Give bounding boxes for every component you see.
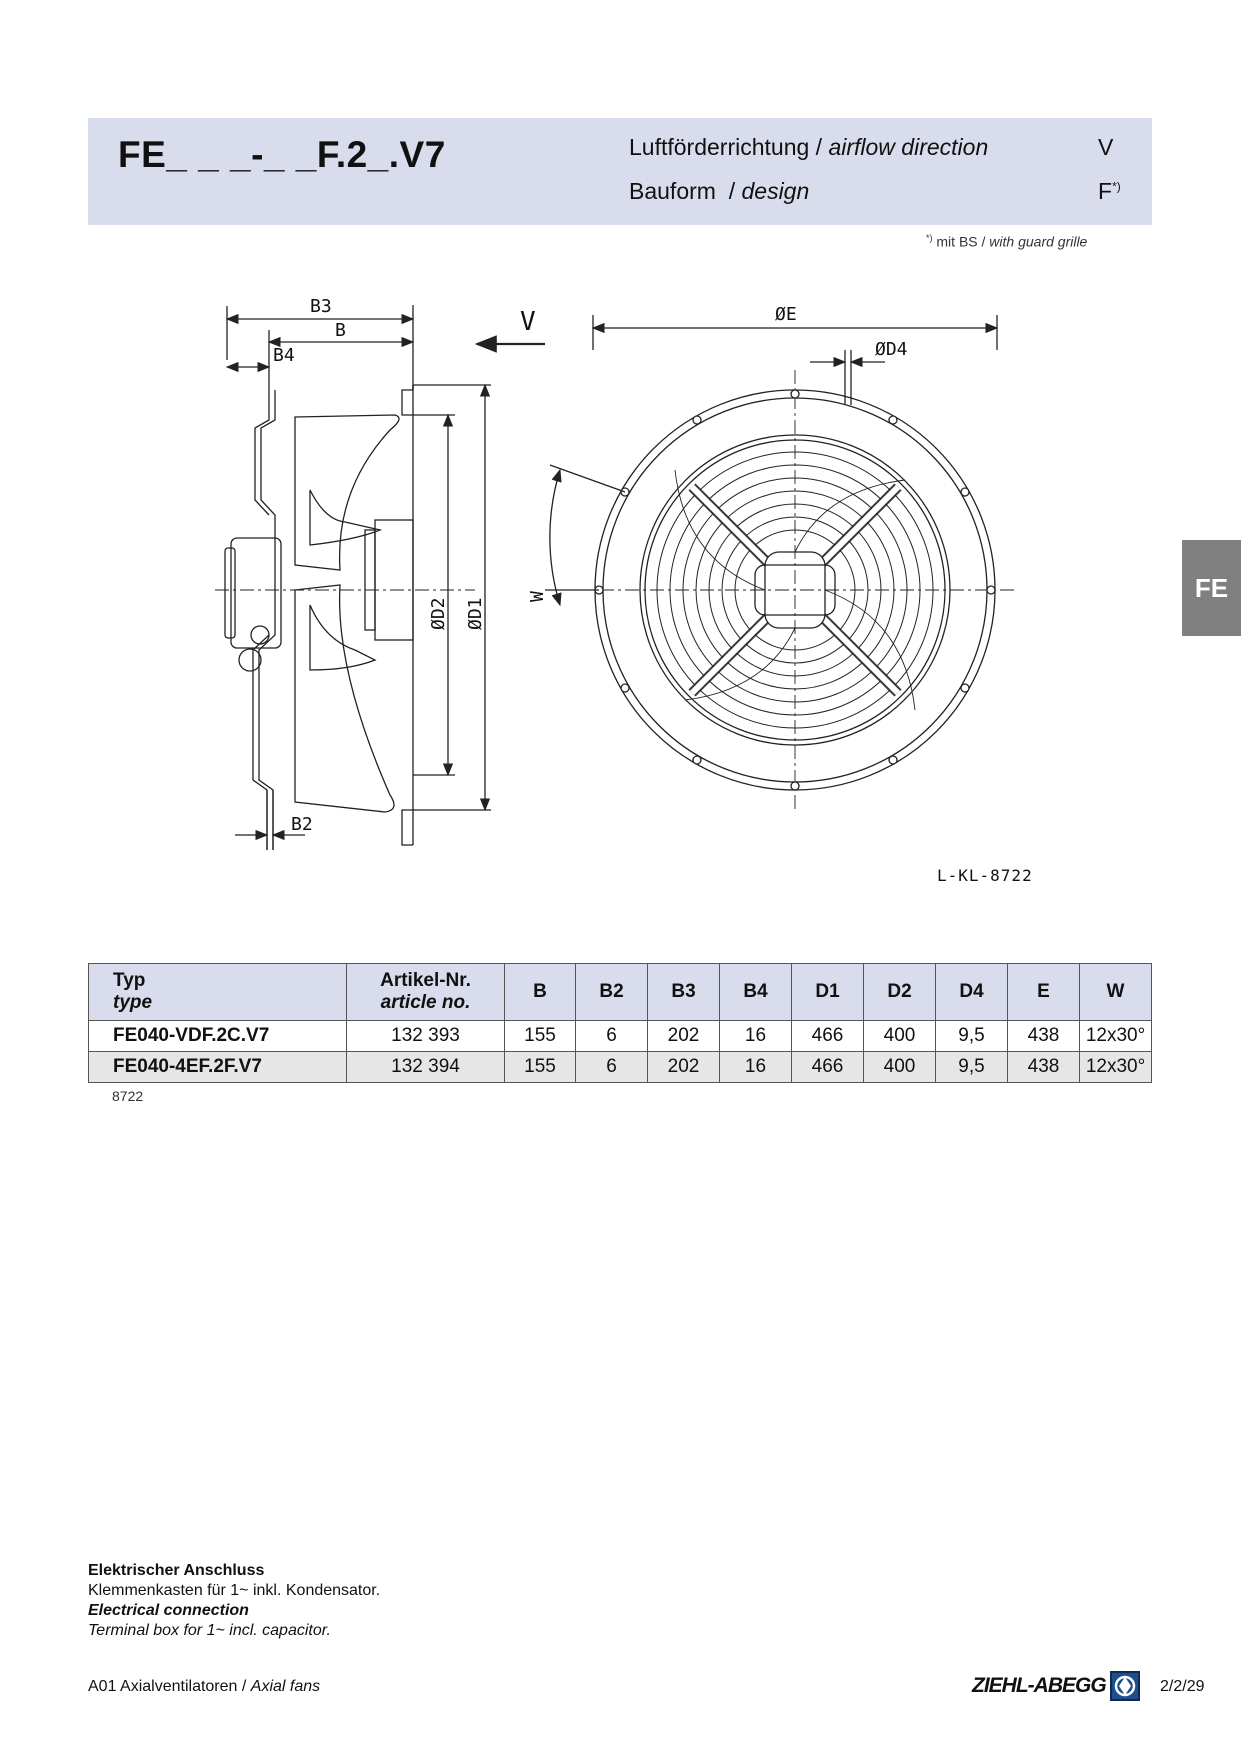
design-value [1098, 178, 1121, 205]
brand-logo [972, 1671, 1140, 1701]
table-header-row [89, 964, 1152, 1021]
cell-article: 132 393 [347, 1021, 505, 1052]
col-header-b: B [505, 964, 576, 1021]
electrical-connection-note [88, 1561, 380, 1641]
col-header-b3: B3 [648, 964, 720, 1021]
cell-w: 12x30° [1080, 1021, 1152, 1052]
footer-label-de: A01 Axialventilatoren / [88, 1678, 251, 1695]
cell-b2: 6 [576, 1052, 648, 1083]
col-header-b4: B4 [720, 964, 792, 1021]
cell-w: 12x30° [1080, 1052, 1152, 1083]
col-header-e: E [1008, 964, 1080, 1021]
label-d4: ØD4 [875, 339, 908, 360]
footnote-text-en: with guard grille [989, 233, 1088, 250]
cell-d2: 400 [864, 1052, 936, 1083]
label-e: ØE [775, 304, 797, 325]
label-d1: ØD1 [465, 597, 486, 630]
label-b4: B4 [273, 345, 295, 366]
cell-b: 155 [505, 1052, 576, 1083]
label-b3: B3 [310, 296, 332, 317]
cell-d1: 466 [792, 1021, 864, 1052]
footer-label-en: Axial fans [250, 1678, 321, 1695]
col-header-type: Typ type [89, 964, 347, 1021]
label-b: B [335, 320, 346, 341]
dimension-table [88, 963, 1152, 1083]
technical-drawing [215, 290, 1035, 890]
design-label-de: Bauform / [629, 178, 742, 204]
label-b2: B2 [291, 814, 313, 835]
design-value-sup: *) [1112, 179, 1121, 194]
col-header-d4: D4 [936, 964, 1008, 1021]
cell-d4: 9,5 [936, 1052, 1008, 1083]
cell-e: 438 [1008, 1052, 1080, 1083]
cell-d4: 9,5 [936, 1021, 1008, 1052]
cell-b3: 202 [648, 1052, 720, 1083]
brand-name: ZIEHL-ABEGG [972, 1674, 1106, 1697]
cell-b2: 6 [576, 1021, 648, 1052]
brand-emblem-icon [1110, 1671, 1140, 1701]
airflow-label-en: airflow direction [828, 134, 989, 160]
side-view [215, 305, 545, 850]
col-header-d2: D2 [864, 964, 936, 1021]
front-view [545, 315, 1015, 810]
design-value-letter: F [1098, 178, 1113, 204]
footnote-text-de: mit BS / [932, 233, 990, 250]
cell-b: 155 [505, 1021, 576, 1052]
cell-e: 438 [1008, 1021, 1080, 1052]
table-code: 8722 [112, 1088, 144, 1104]
guard-grille-footnote [926, 233, 1087, 250]
electrical-title-de: Elektrischer Anschluss [88, 1562, 265, 1579]
airflow-direction-label [629, 134, 988, 161]
design-label [629, 178, 809, 205]
section-tab-fe: FE [1182, 540, 1241, 636]
cell-b4: 16 [720, 1052, 792, 1083]
cell-d2: 400 [864, 1021, 936, 1052]
cell-b3: 202 [648, 1021, 720, 1052]
col-header-b2: B2 [576, 964, 648, 1021]
cell-b4: 16 [720, 1021, 792, 1052]
electrical-text-en: Terminal box for 1~ incl. capacitor. [88, 1622, 331, 1639]
airflow-direction-value: V [1098, 134, 1114, 160]
electrical-text-de: Klemmenkasten für 1~ inkl. Kondensator. [88, 1582, 381, 1599]
electrical-title-en: Electrical connection [88, 1602, 249, 1619]
label-d2: ØD2 [428, 597, 449, 630]
drawing-code: L-KL-8722 [937, 866, 1033, 885]
table-row [89, 1052, 1152, 1083]
cell-d1: 466 [792, 1052, 864, 1083]
page-number: 2/2/29 [1160, 1678, 1205, 1695]
airflow-label-de: Luftförderrichtung / [629, 134, 829, 160]
label-v: V [520, 307, 536, 337]
design-label-en: design [741, 178, 810, 204]
table-row [89, 1021, 1152, 1052]
footer-section-label [88, 1678, 320, 1696]
label-w: W [527, 591, 548, 602]
cell-type: FE040-4EF.2F.V7 [89, 1052, 347, 1083]
col-header-d1: D1 [792, 964, 864, 1021]
header-band [88, 118, 1152, 225]
col-header-w: W [1080, 964, 1152, 1021]
footnote-marker: *) [926, 233, 933, 243]
col-header-article: Artikel-Nr. article no. [347, 964, 505, 1021]
cell-article: 132 394 [347, 1052, 505, 1083]
cell-type: FE040-VDF.2C.V7 [89, 1021, 347, 1052]
model-code: FE_ _ _-_ _F.2_.V7 [118, 134, 446, 175]
